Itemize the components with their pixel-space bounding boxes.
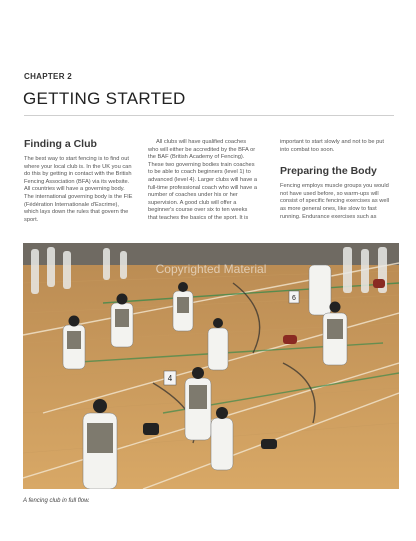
section-heading-preparing-the-body: Preparing the Body bbox=[280, 165, 377, 178]
column-2 bbox=[148, 139, 258, 223]
section-text-preparing-the-body: Fencing employs muscle groups you would not have used before, so warm-ups will consist of specific fencing exercises as well as more general ones, like slow to fast running. Endurance exercises such as bbox=[280, 183, 390, 220]
photo-caption: A fencing club in full flow. bbox=[23, 498, 90, 504]
fencing-hall-illustration bbox=[23, 243, 399, 489]
section-text-finding-a-club: The best way to start fencing is to find out where your local club is. In the UK you can do this by getting in contact with the British Fencing Association (BFA) via its website. All countries will have a governing body. The international governing body is the FIE (Fédération Internationale d'Escrime), which lays down the rules that govern the sport. bbox=[24, 156, 133, 223]
column-3 bbox=[280, 139, 390, 221]
section-heading-finding-a-club: Finding a Club bbox=[24, 138, 97, 150]
column-2-text: All clubs will have qualified coaches who will either be accredited by the BFA or the BAF (British Academy of Fencing). These two governing bodies train coaches to be able to coach beginners (level 1) to advanced (level 4). Larger clubs will have a full-time professional coach who will have a number of coaches under his or her supervision. A good club will offer a beginner's course over six to ten weeks that teaches the basics of the sport. It is bbox=[148, 139, 258, 221]
column-3-text-top: important to start slowly and not to be put into combat too soon. bbox=[280, 139, 385, 153]
photo-watermark: Copyrighted Material bbox=[155, 262, 267, 276]
column-1 bbox=[24, 138, 134, 224]
chapter-title: GETTING STARTED bbox=[23, 89, 186, 108]
chapter-label: CHAPTER 2 bbox=[24, 72, 73, 81]
piste-number-4: 4 bbox=[167, 374, 173, 383]
piste-number-6: 6 bbox=[292, 295, 296, 302]
title-rule bbox=[24, 115, 394, 116]
fencing-club-photo bbox=[23, 243, 399, 489]
